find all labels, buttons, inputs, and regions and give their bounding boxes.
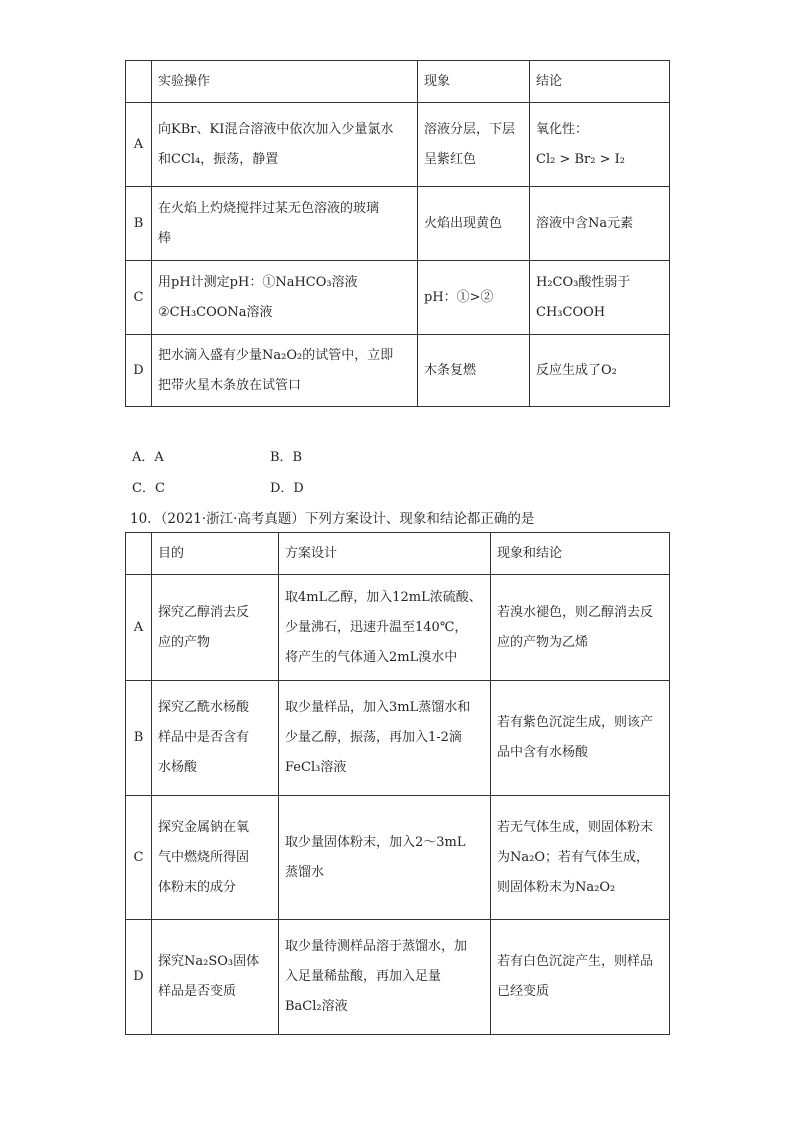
table-row [126,796,670,920]
goal-cell: 探究金属钠在氧 气中燃烧所得固 体粉末的成分 [152,796,279,920]
operation-cell: 用pH计测定pH：①NaHCO₃溶液 ②CH₃COONa溶液 [152,261,418,335]
option-b[interactable]: B．B [270,450,303,465]
row-label: B [126,187,152,261]
header-cell: 结论 [530,61,670,103]
plan-cell: 取少量样品，加入3mL蒸馏水和 少量乙醇，振荡，再加入1-2滴 FeCl₃溶液 [279,681,491,796]
row-label: C [126,796,152,920]
experiment-table-1 [125,60,670,407]
plan-cell: 取少量待测样品溶于蒸馏水，加 入足量稀盐酸，再加入足量 BaCl₂溶液 [279,920,491,1035]
operation-cell: 向KBr、KI混合溶液中依次加入少量氯水 和CCl₄，振荡，静置 [152,103,418,187]
row-label: C [126,261,152,335]
goal-cell: 探究乙酰水杨酸 样品中是否含有 水杨酸 [152,681,279,796]
experiment-table-2 [125,532,670,1035]
table-row [126,681,670,796]
operation-cell: 在火焰上灼烧搅拌过某无色溶液的玻璃 棒 [152,187,418,261]
option-a[interactable]: A．A [132,450,164,465]
conclusion-cell: 氧化性： Cl₂ > Br₂ > I₂ [530,103,670,187]
header-cell: 现象和结论 [491,533,670,575]
row-label: A [126,575,152,681]
conclusion-cell: 反应生成了O₂ [530,335,670,407]
row-label: D [126,335,152,407]
row-label: B [126,681,152,796]
result-cell: 若无气体生成，则固体粉末 为Na₂O；若有气体生成， 则固体粉末为Na₂O₂ [491,796,670,920]
table-row [126,187,670,261]
row-label: D [126,920,152,1035]
header-cell: 现象 [418,61,530,103]
result-cell: 若有紫色沉淀生成，则该产 品中含有水杨酸 [491,681,670,796]
result-cell: 若溴水褪色，则乙醇消去反 应的产物为乙烯 [491,575,670,681]
header-cell: 方案设计 [279,533,491,575]
phenomenon-cell: 溶液分层，下层 呈紫红色 [418,103,530,187]
table-row [126,103,670,187]
conclusion-cell: 溶液中含Na元素 [530,187,670,261]
option-c[interactable]: C．C [132,481,165,496]
phenomenon-cell: 火焰出现黄色 [418,187,530,261]
result-cell: 若有白色沉淀产生，则样品 已经变质 [491,920,670,1035]
question-10-stem: 10．（2021·浙江·高考真题）下列方案设计、现象和结论都正确的是 [130,511,535,527]
conclusion-cell: H₂CO₃酸性弱于 CH₃COOH [530,261,670,335]
header-cell: 目的 [152,533,279,575]
phenomenon-cell: pH：①>② [418,261,530,335]
table-row [126,920,670,1035]
plan-cell: 取少量固体粉末，加入2～3mL 蒸馏水 [279,796,491,920]
row-label: A [126,103,152,187]
table-row [126,335,670,407]
operation-cell: 把水滴入盛有少量Na₂O₂的试管中，立即 把带火星木条放在试管口 [152,335,418,407]
header-cell [126,61,152,103]
header-cell [126,533,152,575]
plan-cell: 取4mL乙醇，加入12mL浓硫酸、 少量沸石，迅速升温至140℃， 将产生的气体通入2mL溴水中 [279,575,491,681]
option-d[interactable]: D．D [270,481,304,496]
phenomenon-cell: 木条复燃 [418,335,530,407]
goal-cell: 探究乙醇消去反 应的产物 [152,575,279,681]
table-header-row [126,61,670,103]
goal-cell: 探究Na₂SO₃固体 样品是否变质 [152,920,279,1035]
table-header-row [126,533,670,575]
table-row [126,575,670,681]
table-row [126,261,670,335]
header-cell: 实验操作 [152,61,418,103]
